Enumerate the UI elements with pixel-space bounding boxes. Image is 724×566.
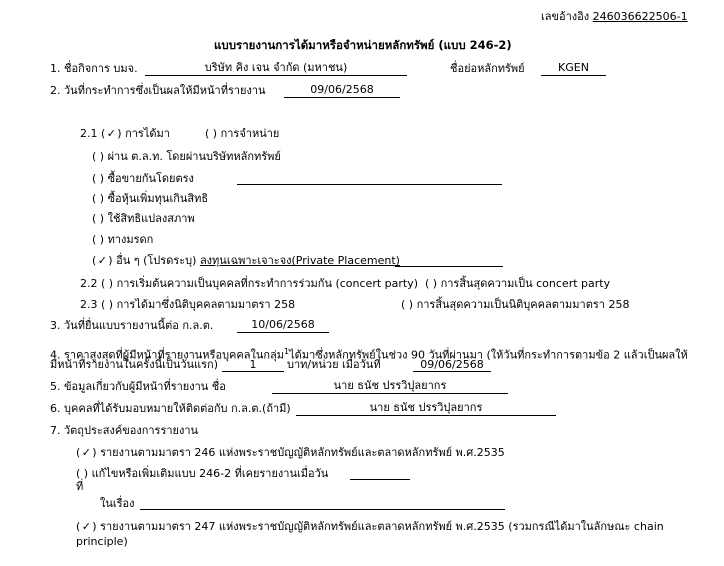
acquire-option: ) การได้มา xyxy=(117,127,170,140)
option-direct-trade: ( ) ซื้อขายกันโดยตรง xyxy=(92,172,194,185)
direct-trade-line xyxy=(237,184,502,185)
max-price-text: 4. ราคาสูงสุดที่ผู้มีหน้าที่รายงานหรือบุคคลในกลุ่ม xyxy=(50,348,285,362)
option-inheritance: ( ) ทางมรดก xyxy=(92,233,154,246)
contact-label: 6. บุคคลที่ได้รับมอบหมายให้ติดต่อกับ ก.ล.ต.(ถ้ามี) xyxy=(50,402,291,415)
other-value: ลงทุนเฉพาะเจาะจง(Private Placement) xyxy=(199,254,400,267)
purpose-amend: ( ) แก้ไขหรือเพิ่มเติมแบบ 246-2 ที่เคยรายงานเมื่อวัน xyxy=(76,467,329,480)
purpose-247-cont: principle) xyxy=(76,535,128,548)
other-open-paren: ( xyxy=(92,254,97,267)
contact-line xyxy=(296,415,556,416)
p3-open-paren: ( xyxy=(76,520,81,533)
price-value: 1 xyxy=(249,358,257,371)
purpose-246 xyxy=(76,446,505,460)
purpose-amend-cont: ที่ xyxy=(76,480,84,493)
reference-value: 246036622506-1 xyxy=(592,10,688,23)
symbol-line xyxy=(541,75,606,76)
company-name-label: 1. ชื่อกิจการ บมจ. xyxy=(50,62,138,75)
footnote-marker: 1 xyxy=(284,347,290,356)
p1-open-paren: ( xyxy=(76,446,81,459)
amend-date-line xyxy=(350,479,410,480)
event-date-value: 09/06/2568 xyxy=(310,83,374,96)
filing-date-line xyxy=(237,332,329,333)
reporter-line xyxy=(272,393,508,394)
symbol-label: ชื่อย่อหลักทรัพย์ xyxy=(450,62,525,75)
option-conversion: ( ) ใช้สิทธิแปลงสภาพ xyxy=(92,212,195,225)
section-2-2-end: ( ) การสิ้นสุดความเป็น concert party xyxy=(425,277,611,290)
reporter-label: 5. ข้อมูลเกี่ยวกับผู้มีหน้าที่รายงาน ชื่อ xyxy=(50,380,226,393)
document-title: แบบรายงานการได้มาหรือจำหน่ายหลักทรัพย์ (แบบ 246-2) xyxy=(214,38,512,52)
event-date-line xyxy=(284,97,400,98)
section-2-1 xyxy=(80,127,170,141)
purpose-247 xyxy=(76,520,664,534)
max-price-text-cont: ได้มาซึ่งหลักทรัพย์ในช่วง 90 วันที่ผ่านมา (ให้วันที่กระทำการตามข้อ 2 แล้วเป็นผลให้ xyxy=(289,348,688,362)
other-line xyxy=(395,266,503,267)
purpose-246-text: ) รายงานตามมาตรา 246 แห่งพระราชบัญญัติหลักทรัพย์และตลาดหลักทรัพย์ พ.ศ.2535 xyxy=(92,446,505,459)
purpose-amend-subject-label: ในเรื่อง xyxy=(100,497,135,510)
purpose-247-text: ) รายงานตามมาตรา 247 แห่งพระราชบัญญัติหลักทรัพย์และตลาดหลักทรัพย์ พ.ศ.2535 (รวมกรณีได้มาในลักษณะ chain xyxy=(92,520,664,533)
price-unit-label: บาท/หน่วย เมื่อวันที่ xyxy=(287,358,381,371)
section-2-3-end: ( ) การสิ้นสุดความเป็นนิติบุคคลตามมาตรา 258 xyxy=(401,298,630,311)
section-2-2-start: 2.2 ( ) การเริ่มต้นความเป็นบุคคลที่กระทำการร่วมกัน (concert party) xyxy=(80,277,419,290)
event-date-label: 2. วันที่กระทำการซึ่งเป็นผลให้มีหน้าที่รายงาน xyxy=(50,84,266,97)
check-icon: ✓ xyxy=(106,127,116,140)
purpose-label: 7. วัตถุประสงค์ของการรายงาน xyxy=(50,424,199,437)
option-rights-excess: ( ) ซื้อหุ้นเพิ่มทุนเกินสิทธิ xyxy=(92,192,209,205)
contact-name: นาย ธนัช ปรรวิปุลยากร xyxy=(369,401,483,414)
check-icon: ✓ xyxy=(81,520,91,533)
section-2-3-acquire: 2.3 ( ) การได้มาซึ่งนิติบุคคลตามมาตรา 258 xyxy=(80,298,296,311)
check-icon: ✓ xyxy=(97,254,107,267)
filing-date-value: 10/06/2568 xyxy=(251,318,315,331)
dispose-option: ( ) การจำหน่าย xyxy=(205,127,280,140)
check-icon: ✓ xyxy=(81,446,91,459)
filing-date-label: 3. วันที่ยื่นแบบรายงานนี้ต่อ ก.ล.ต. xyxy=(50,319,214,332)
price-date-value: 09/06/2568 xyxy=(420,358,484,371)
max-price-line2: มีหน้าที่รายงานในครั้งนี้เป็นวันแรก) xyxy=(50,358,219,371)
option-other xyxy=(92,254,400,268)
reference-number xyxy=(541,10,688,24)
company-name-value: บริษัท คิง เจน จำกัด (มหาชน) xyxy=(204,61,348,74)
symbol-value: KGEN xyxy=(558,61,589,74)
other-label: ) อื่น ๆ (โปรดระบุ) xyxy=(108,254,197,267)
company-name-line xyxy=(145,75,407,76)
amend-subject-line xyxy=(140,509,505,510)
reporter-name: นาย ธนัช ปรรวิปุลยากร xyxy=(333,379,447,392)
section-2-1-number: 2.1 ( xyxy=(80,127,106,140)
option-set-exchange: ( ) ผ่าน ต.ล.ท. โดยผ่านบริษัทหลักทรัพย์ xyxy=(92,150,281,163)
reference-label: เลขอ้างอิง xyxy=(541,10,590,23)
